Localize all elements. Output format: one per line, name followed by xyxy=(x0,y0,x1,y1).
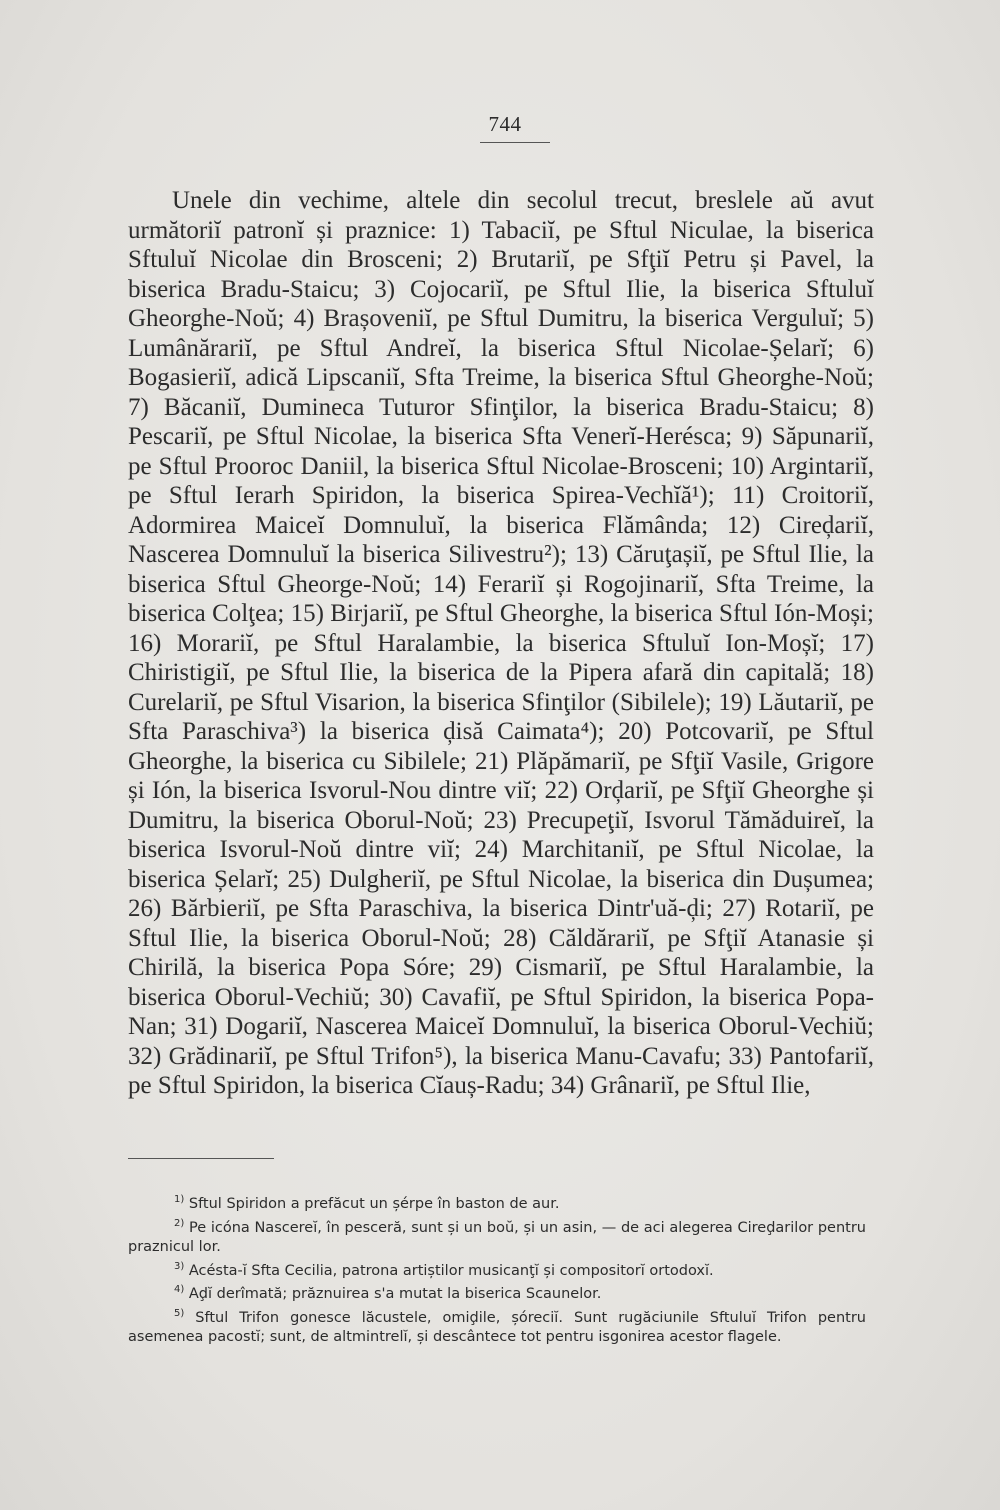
footnotes xyxy=(128,1190,866,1347)
footnote-4 xyxy=(128,1280,866,1304)
footnote-separator xyxy=(128,1158,274,1159)
footnote-text: Pe icóna Nascereĭ, în pesceră, sunt și un boŭ, și un asin, — de aci alegerea Cireḑarilor pentru praznicul lor. xyxy=(128,1219,866,1255)
footnote-mark: 2) xyxy=(174,1217,185,1229)
body-paragraph: Unele din vechime, altele din secolul trecut, breslele aŭ avut următoriĭ patronĭ și praznice: 1) Tabaciĭ, pe Sftul Niculae, la biserica Sftuluĭ Nicolae din Brosceni; 2) Brutariĭ, pe Sfţiĭ Petru și Pavel, la biserica Bradu-Staicu; 3) Cojocariĭ, pe Sftul Ilie, la biserica Sftuluĭ Gheorghe-Noŭ; 4) Brașoveniĭ, pe Sftul Dumitru, la biserica Verguluĭ; 5) Lumânărariĭ, pe Sftul Andreĭ, la biserica Sftul Nicolae-Șelarĭ; 6) Bogasieriĭ, adică Lipscaniĭ, Sfta Treime, la biserica Sftul Gheorghe-Noŭ; 7) Băcaniĭ, Dumineca Tuturor Sfinţilor, la biserica Bradu-Staicu; 8) Pescariĭ, pe Sftul Nicolae, la biserica Sfta Venerĭ-Herésca; 9) Săpunariĭ, pe Sftul Prooroc Daniil, la biserica Sftul Nicolae-Brosceni; 10) Argintariĭ, pe Sftul Ierarh Spiridon, la biserica Spirea-Vechĭă¹); 11) Croitoriĭ, Adormirea Maiceĭ Domnuluĭ, la biserica Flămânda; 12) Cireḑariĭ, Nascerea Domnuluĭ la biserica Silivestru²); 13) Căruţașiĭ, pe Sftul Ilie, la biserica Sftul Gheorge-Noŭ; 14) Ferariĭ și Rogojinariĭ, Sfta Treime, la biserica Colţea; 15) Birjariĭ, pe Sftul Gheorghe, la biserica Sftul Ión-Moși; 16) Morariĭ, pe Sftul Haralambie, la biserica Sftuluĭ Ion-Moșĭ; 17) Chiristigiĭ, pe Sftul Ilie, la biserica de la Pipera afară din capitală; 18) Curelariĭ, pe Sftul Visarion, la biserica Sfinţilor (Sibilele); 19) Lăutariĭ, pe Sfta Paraschiva³) la biserica ḑisă Caimata⁴); 20) Potcovariĭ, pe Sftul Gheorghe, la biserica cu Sibilele; 21) Plăpămariĭ, pe Sfţiĭ Vasile, Grigore și Ión, la biserica Isvorul-Nou dintre viĭ; 22) Orḑariĭ, pe Sfţiĭ Gheorghe și Dumitru, la biserica Oborul-Noŭ; 23) Precupeţiĭ, Isvorul Tămăduireĭ, la biserica Isvorul-Noŭ dintre viĭ; 24) Marchitaniĭ, pe Sftul Nicolae, la biserica Șelarĭ; 25) Dulgheriĭ, pe Sftul Nicolae, la biserica din Dușumea; 26) Bărbieriĭ, pe Sfta Paraschiva, la biserica Dintr'uă-ḑi; 27) Rotariĭ, pe Sftul Ilie, la biserica Oborul-Noŭ; 28) Căldărariĭ, pe Sfţiĭ Atanasie și Chirilă, la biserica Popa Sóre; 29) Cismariĭ, pe Sftul Haralambie, la biserica Oborul-Vechiŭ; 30) Cavafiĭ, pe Sftul Spiridon, la biserica Popa-Nan; 31) Dogariĭ, Nascerea Maiceĭ Domnuluĭ, la biserica Oborul-Vechiŭ; 32) Grădinariĭ, pe Sftul Trifon⁵), la biserica Manu-Cavafu; 33) Pantofariĭ, pe Sftul Spiridon, la biserica Cĭauș-Radu; 34) Grânariĭ, pe Sftul Ilie, xyxy=(128,187,874,1099)
footnote-mark: 3) xyxy=(174,1260,185,1272)
footnote-1 xyxy=(128,1190,866,1214)
footnote-mark: 4) xyxy=(174,1284,185,1296)
page-number-rule xyxy=(480,142,550,143)
footnote-text: Sftul Spiridon a prefăcut un șérpe în baston de aur. xyxy=(188,1195,560,1212)
main-text xyxy=(128,186,874,1101)
footnote-text: Acésta-ĭ Sfta Cecilia, patrona artiștilor musicanţĭ și compositorĭ ortodoxĭ. xyxy=(188,1262,714,1279)
footnote-text: Aḑĭ derîmată; prăznuirea s'a mutat la biserica Scaunelor. xyxy=(188,1286,602,1303)
footnote-mark: 5) xyxy=(174,1308,185,1320)
footnote-text: Sftul Trifon gonesce lăcustele, omiḑile, șóreciĭ. Sunt rugăciunile Sftuluĭ Trifon pentru asemenea pacostĭ; sunt, de altmintrelĭ, și descântece tot pentru isgonirea acestor flagele. xyxy=(128,1310,866,1346)
footnote-2 xyxy=(128,1214,866,1257)
footnote-5 xyxy=(128,1304,866,1347)
footnote-3 xyxy=(128,1257,866,1281)
footnote-mark: 1) xyxy=(174,1194,185,1205)
page-number: 744 xyxy=(488,112,522,136)
